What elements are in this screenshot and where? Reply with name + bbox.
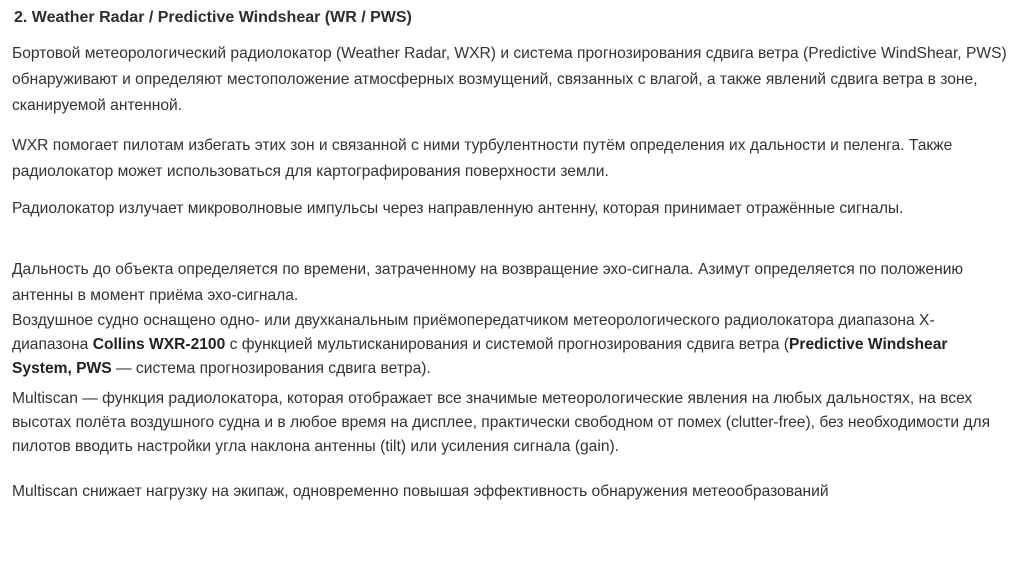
slide-title: 2. Weather Radar / Predictive Windshear (WR / PWS) bbox=[14, 9, 412, 26]
paragraph-radar-pulses: Радиолокатор излучает микроволновые импульсы через направленную антенну, которая принимает отражённые сигналы. bbox=[12, 200, 904, 217]
paragraph-equipment bbox=[12, 309, 1007, 381]
paragraph-wxr-pws-intro: Бортовой метеорологический радиолокатор (Weather Radar, WXR) и система прогнозирования сдвига ветра (Predictive WindShear, PWS) обнаруживают и определяют местоположение атмосферных возмущений, связанных с влагой, а также явлений сдвига ветра в зоне, сканируемой антенной. bbox=[12, 45, 1007, 114]
equipment-text-part3: — система прогнозирования сдвига ветра). bbox=[111, 360, 431, 377]
paragraph-wxr-purpose: WXR помогает пилотам избегать этих зон и связанной с ними турбулентности путём определения их дальности и пеленга. Также радиолокатор может использоваться для картографирования поверхности земли. bbox=[12, 137, 953, 180]
equipment-text-part1: Воздушное судно оснащено одно- или двухканальным приёмопередатчиком метеорологического радиолокатора диапазона X-диапазона bbox=[12, 312, 935, 353]
paragraph-range-azimuth: Дальность до объекта определяется по времени, затраченному на возвращение эхо-сигнала. Азимут определяется по положению антенны в момент приёма эхо-сигнала. bbox=[12, 261, 964, 304]
equipment-text-part2: с функцией мультисканирования и системой прогнозирования сдвига ветра ( bbox=[225, 336, 789, 353]
paragraph-multiscan-benefit: Multiscan снижает нагрузку на экипаж, одновременно повышая эффективность обнаружения метеообразований bbox=[12, 483, 829, 500]
equipment-model-name: Collins WXR-2100 bbox=[92, 336, 226, 353]
equipment-system-name: Predictive Windshear System, PWS bbox=[12, 336, 948, 377]
paragraph-multiscan-function: Multiscan — функция радиолокатора, которая отображает все значимые метеорологические явления на любых дальностях, на всех высотах полёта воздушного судна и в любое время на дисплее, практически свободном от помех (clutter-free), без необходимости для пилотов вводить настройки угла наклона антенны (tilt) или усиления сигнала (gain). bbox=[12, 390, 991, 455]
